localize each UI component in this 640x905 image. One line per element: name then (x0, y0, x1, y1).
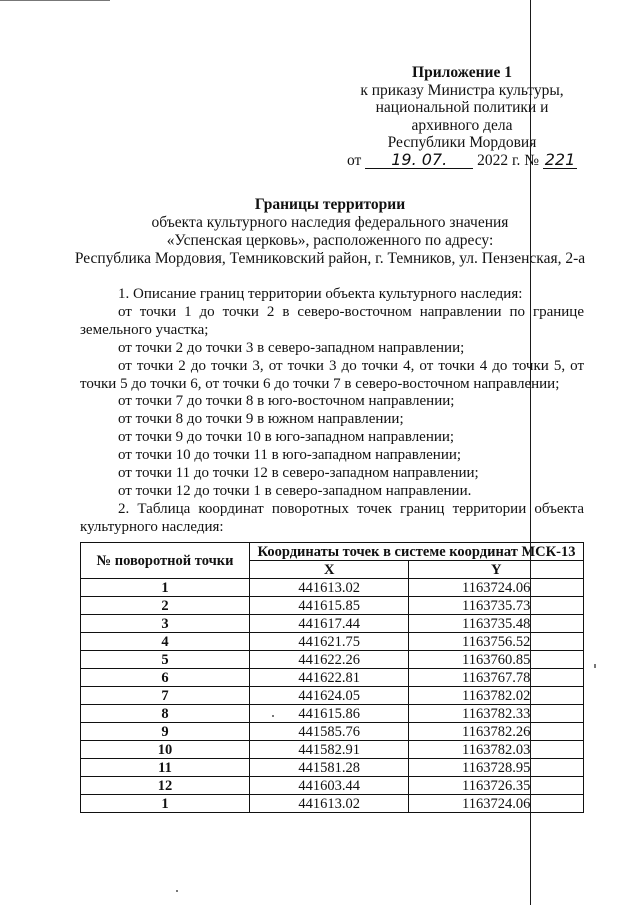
table-row (81, 705, 584, 723)
x-coordinate: 441624.05 (250, 687, 409, 705)
section2-heading: 2. Таблица координат поворотных точек границ территории объекта культурного наследия: (80, 500, 584, 535)
point-number: 7 (81, 687, 250, 705)
x-coordinate: 441622.81 (250, 669, 409, 687)
y-coordinate: 1163767.78 (409, 669, 584, 687)
header-coordinates: Координаты точек в системе координат МСК-13 (250, 543, 584, 561)
x-coordinate: 441615.85 (250, 597, 409, 615)
point-number: 5 (81, 651, 250, 669)
point-number: 9 (81, 723, 250, 741)
x-coordinate: 441581.28 (250, 759, 409, 777)
y-coordinate: 1163756.52 (409, 633, 584, 651)
appendix-line: Республики Мордовия (387, 134, 537, 151)
boundary-item: от точки 8 до точки 9 в южном направлении; (118, 411, 404, 428)
x-coordinate: 441613.02 (250, 795, 409, 813)
y-coordinate: 1163782.03 (409, 741, 584, 759)
scan-speck (272, 715, 274, 717)
coordinates-table (80, 542, 584, 813)
point-number: 8 (81, 705, 250, 723)
point-number: 3 (81, 615, 250, 633)
x-coordinate: 441622.26 (250, 651, 409, 669)
order-year: 2022 г. № (477, 151, 540, 169)
table-row (81, 651, 584, 669)
x-coordinate: 441603.44 (250, 777, 409, 795)
scan-speck (176, 890, 178, 892)
y-coordinate: 1163728.95 (409, 759, 584, 777)
scan-speck (594, 664, 596, 668)
header-point-number: № поворотной точки (81, 543, 250, 579)
handwritten-date: 19. 07. (365, 152, 473, 169)
handwritten-order-number: 221 (544, 149, 576, 169)
appendix-line: национальной политики и (375, 99, 549, 116)
title-line: объекта культурного наследия федерального значения (151, 214, 509, 231)
y-coordinate: 1163724.06 (409, 795, 584, 813)
y-coordinate: 1163760.85 (409, 651, 584, 669)
table-header-row (81, 543, 584, 561)
y-coordinate: 1163782.02 (409, 687, 584, 705)
document-title (40, 196, 620, 268)
boundary-item: от точки 1 до точки 2 в северо-восточном направлении по границе земельного участка; (80, 303, 584, 338)
appendix-title: Приложение 1 (412, 64, 512, 81)
x-coordinate: 441613.02 (250, 579, 409, 597)
boundary-item: от точки 2 до точки 3, от точки 3 до точки 4, от точки 4 до точки 5, от точки 5 до точки 6, от точки 6 до точки 7 в северо-восточном направлении; (80, 357, 584, 392)
title-heading: Границы территории (254, 196, 406, 213)
appendix-line: к приказу Министра культуры, (360, 81, 564, 99)
table-row (81, 777, 584, 795)
table-row (81, 687, 584, 705)
document-body (80, 286, 584, 537)
title-line: «Успенская церковь», расположенного по адресу: (166, 232, 494, 249)
boundary-item: от точки 7 до точки 8 в юго-восточном направлении; (118, 393, 455, 410)
boundary-item: от точки 11 до точки 12 в северо-западном направлении; (118, 465, 479, 482)
table-row (81, 741, 584, 759)
table-row (81, 795, 584, 813)
table-row (81, 669, 584, 687)
table-row (81, 597, 584, 615)
header-y: Y (409, 561, 584, 579)
x-coordinate: 441615.86 (250, 705, 409, 723)
boundary-item: от точки 2 до точки 3 в северо-западном направлении; (118, 339, 465, 356)
table-row (81, 579, 584, 597)
y-coordinate: 1163724.06 (409, 579, 584, 597)
y-coordinate: 1163782.26 (409, 723, 584, 741)
x-coordinate: 441582.91 (250, 741, 409, 759)
table-row (81, 759, 584, 777)
point-number: 1 (81, 579, 250, 597)
x-coordinate: 441621.75 (250, 633, 409, 651)
x-coordinate: 441585.76 (250, 723, 409, 741)
header-x: X (250, 561, 409, 579)
point-number: 11 (81, 759, 250, 777)
table-row (81, 615, 584, 633)
point-number: 2 (81, 597, 250, 615)
point-number: 6 (81, 669, 250, 687)
appendix-line: архивного дела (411, 116, 513, 134)
x-coordinate: 441617.44 (250, 615, 409, 633)
table-row (81, 633, 584, 651)
boundary-item: от точки 9 до точки 10 в юго-западном направлении; (118, 429, 455, 446)
boundary-item: от точки 12 до точки 1 в северо-западном направлении. (118, 482, 472, 499)
order-date-line (342, 149, 582, 170)
title-address: Республика Мордовия, Темниковский район, г. Темников, ул. Пензенская, 2-а (74, 250, 586, 267)
y-coordinate: 1163782.33 (409, 705, 584, 723)
section1-heading: 1. Описание границ территории объекта культурного наследия: (118, 286, 523, 302)
y-coordinate: 1163726.35 (409, 777, 584, 795)
point-number: 4 (81, 633, 250, 651)
point-number: 12 (81, 777, 250, 795)
scan-edge-line (0, 0, 110, 1)
point-number: 10 (81, 741, 250, 759)
y-coordinate: 1163735.48 (409, 615, 584, 633)
date-prefix: от (347, 151, 362, 169)
y-coordinate: 1163735.73 (409, 597, 584, 615)
table-row (81, 723, 584, 741)
point-number: 1 (81, 795, 250, 813)
appendix-header (342, 64, 582, 169)
boundary-item: от точки 10 до точки 11 в юго-западном направлении; (118, 447, 462, 464)
